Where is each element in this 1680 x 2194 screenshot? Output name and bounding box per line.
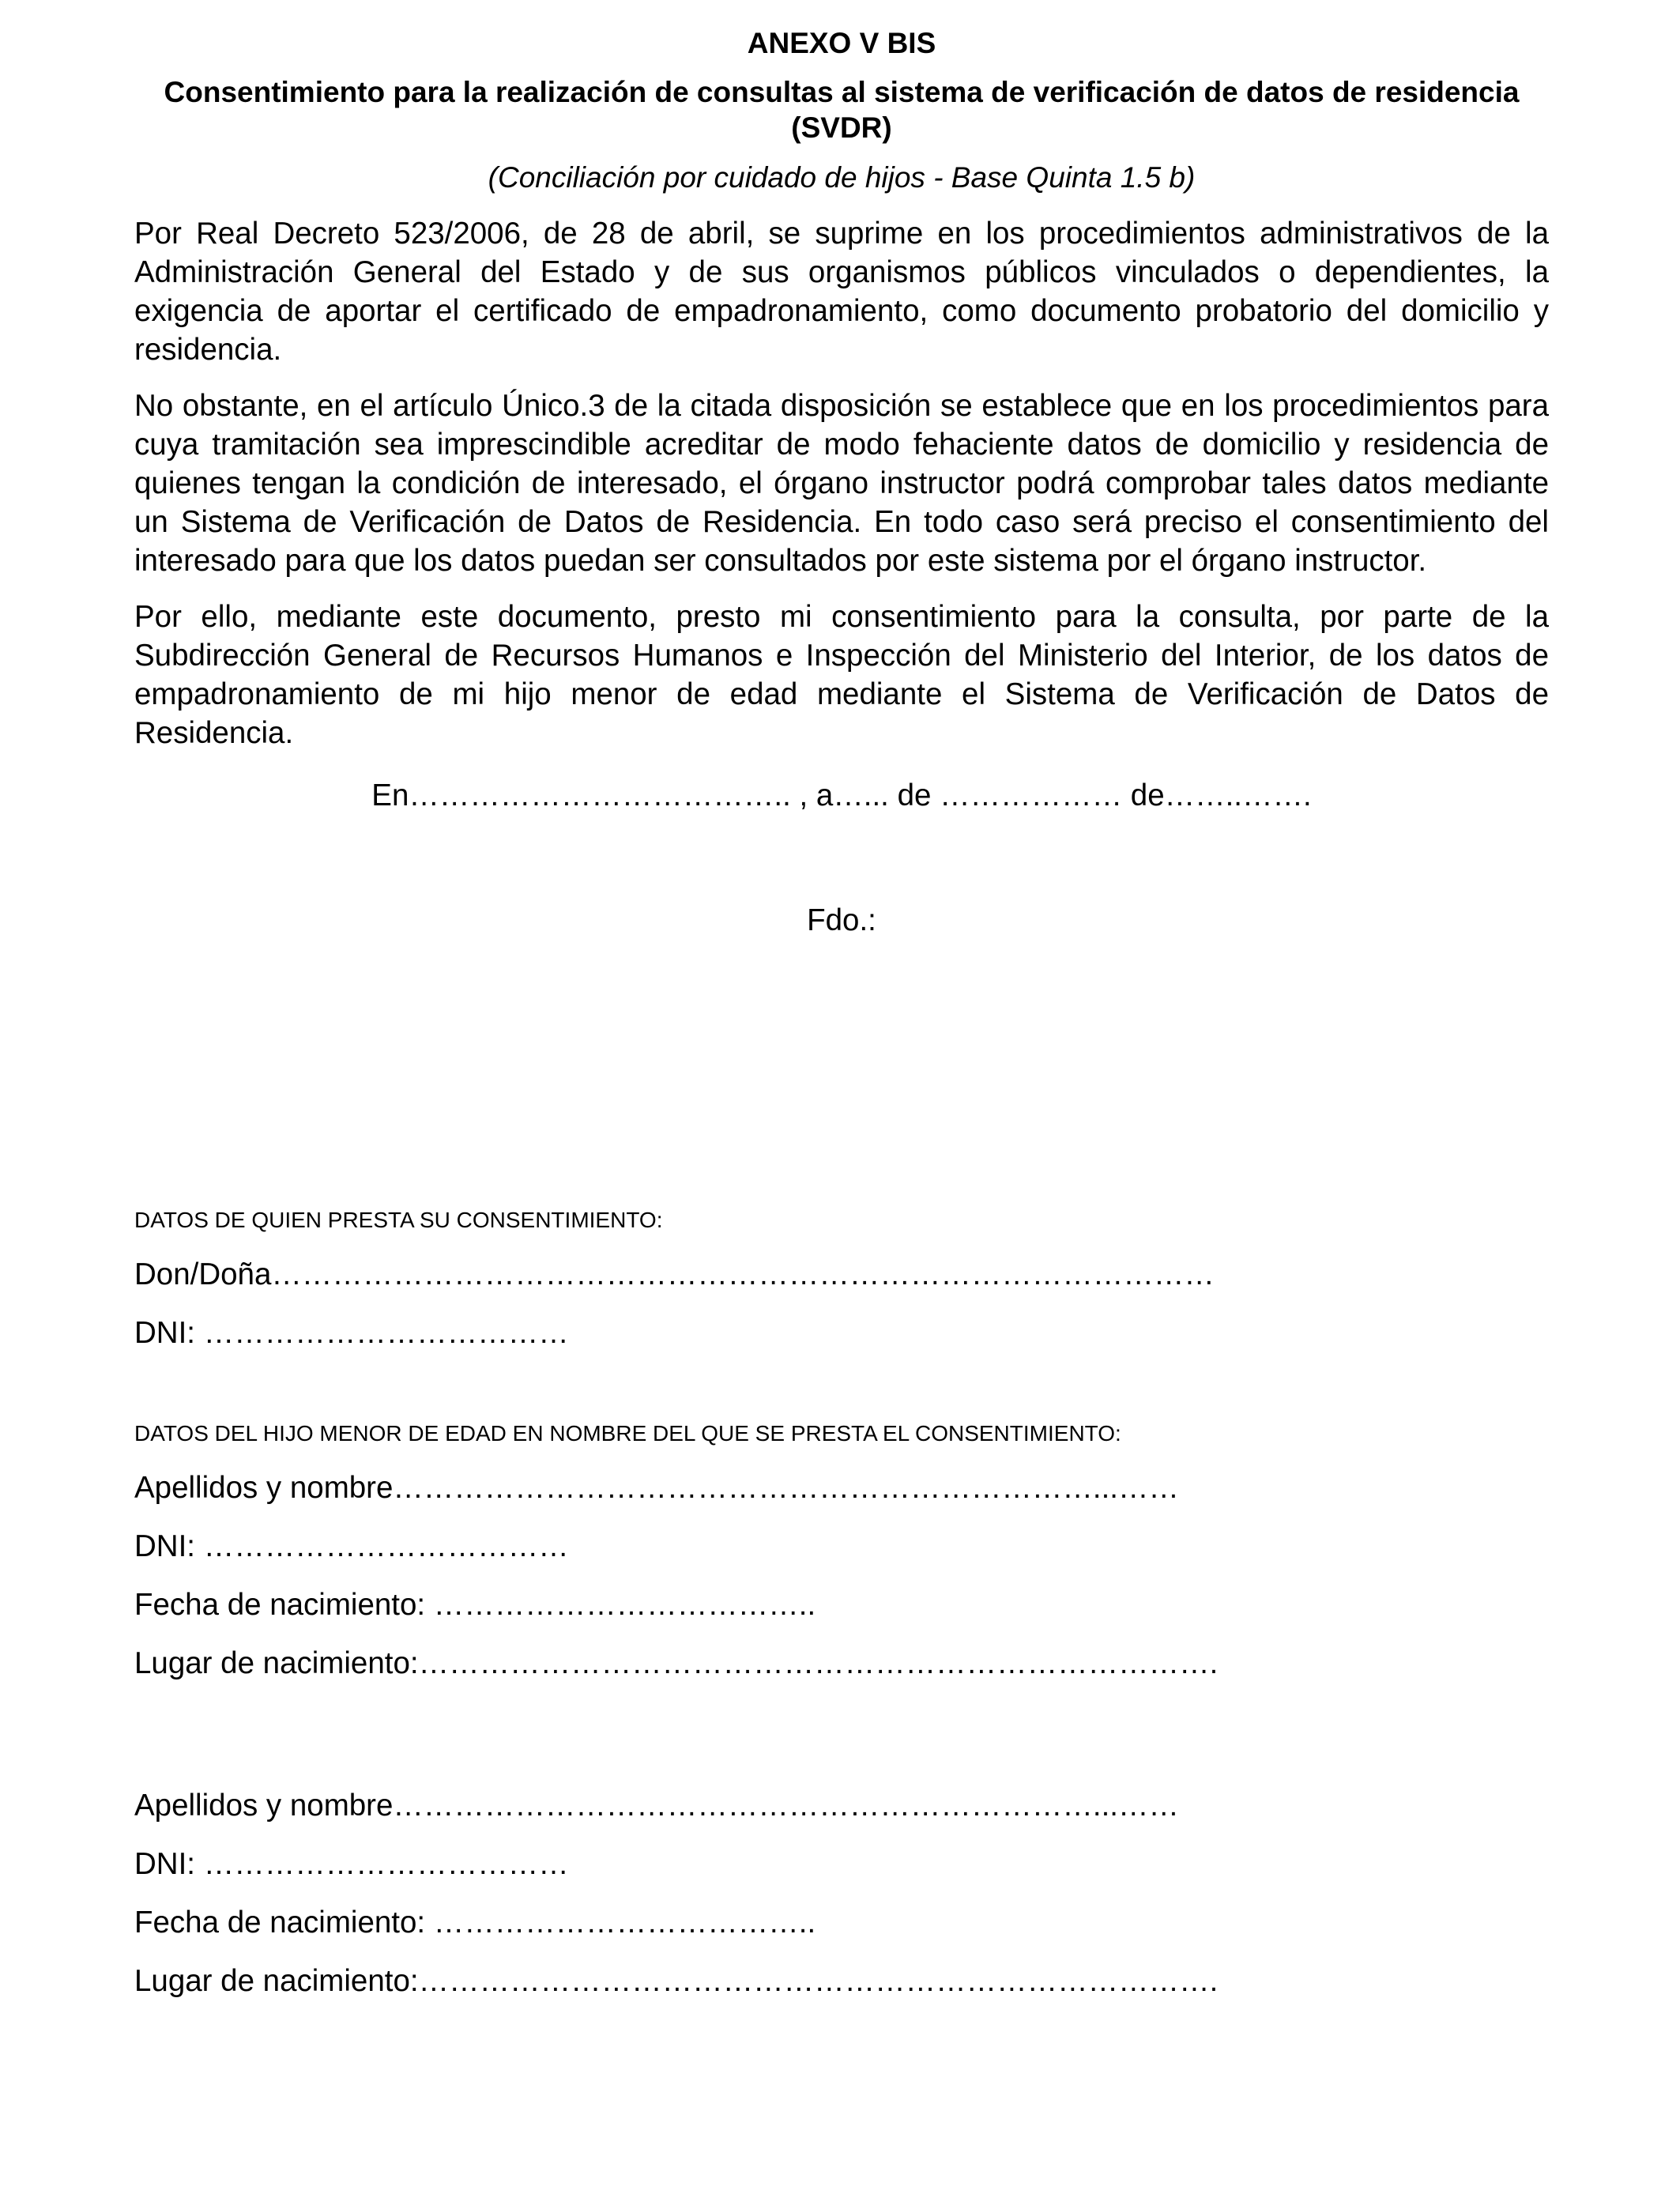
child-section-heading: DATOS DEL HIJO MENOR DE EDAD EN NOMBRE DEL QUE SE PRESTA EL CONSENTIMIENTO: [134, 1421, 1121, 1446]
child-1-dni-field[interactable]: DNI: ……………………………… [134, 1529, 569, 1563]
main-title: Consentimiento para la realización de consultas al sistema de verificación de datos de residencia (SVDR) [164, 76, 1520, 144]
paragraph-royal-decree: Por Real Decreto 523/2006, de 28 de abril, se suprime en los procedimientos administrativos de la Administración General del Estado y de sus organismos públicos vinculados o dependientes, la exigencia de aportar el certificado de empadronamiento, como documento probatorio del domicilio y residencia. [134, 217, 1549, 367]
child-1-birth-place-field[interactable]: Lugar de nacimiento:……………………………………………………………………. [134, 1646, 1219, 1680]
child-2-name-field[interactable]: Apellidos y nombre……………………………………………………………...…… [134, 1789, 1180, 1823]
consenter-section-heading: DATOS DE QUIEN PRESTA SU CONSENTIMIENTO: [134, 1208, 663, 1232]
child-2-dni-field[interactable]: DNI: ……………………………… [134, 1847, 569, 1881]
child-2-birth-place-field[interactable]: Lugar de nacimiento:……………………………………………………………………. [134, 1964, 1219, 1998]
annex-title: ANEXO V BIS [747, 27, 936, 59]
consenter-name-field[interactable]: Don/Doña………………………………………………………………………………… [134, 1257, 1215, 1291]
child-1-birth-date-field[interactable]: Fecha de nacimiento: ……………………………….. [134, 1588, 816, 1622]
subtitle: (Conciliación por cuidado de hijos - Base Quinta 1.5 b) [488, 161, 1196, 194]
place-date-line: En……………………………….. , a…... de ……………… de……..……. [371, 778, 1312, 812]
form-fields [134, 0, 1549, 2194]
child-2-birth-date-field[interactable]: Fecha de nacimiento: ……………………………….. [134, 1906, 816, 1940]
consenter-dni-field[interactable]: DNI: ……………………………… [134, 1316, 569, 1350]
paragraph-article-unico: No obstante, en el artículo Único.3 de la citada disposición se establece que en los procedimientos para cuya tramitación sea imprescindible acreditar de modo fehaciente datos de domicilio y residencia de quienes tengan la condición de interesado, el órgano instructor podrá comprobar tales datos mediante un Sistema de Verificación de Datos de Residencia. En todo caso será preciso el consentimiento del interesado para que los datos puedan ser consultados por este sistema por el órgano instructor. [134, 389, 1549, 578]
paragraph-consent-statement: Por ello, mediante este documento, presto mi consentimiento para la consulta, por parte de la Subdirección General de Recursos Humanos e Inspección del Ministerio del Interior, de los datos de empadronamiento de mi hijo menor de edad mediante el Sistema de Verificación de Datos de Residencia. [134, 600, 1549, 750]
child-1-name-field[interactable]: Apellidos y nombre……………………………………………………………...…… [134, 1471, 1180, 1505]
signature-label: Fdo.: [807, 903, 876, 937]
